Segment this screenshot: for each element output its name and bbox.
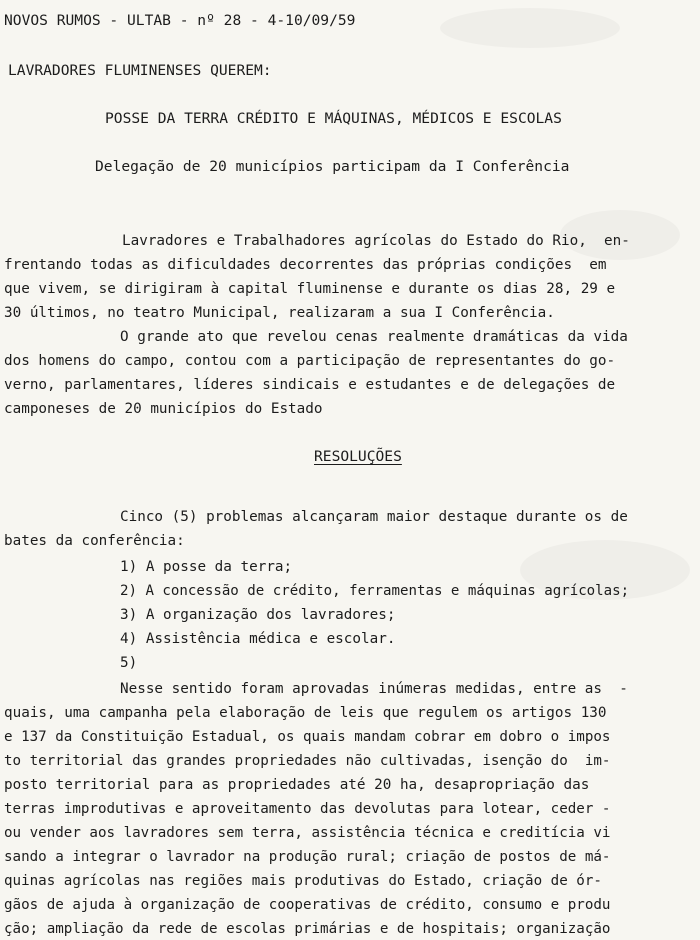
closing-line-8: sando a integrar o lavrador na produção rural; criação de postos de má- xyxy=(4,849,611,865)
list-item-2: 2) A concessão de crédito, ferramentas e máquinas agrícolas; xyxy=(120,583,630,599)
intro-line-1: Lavradores e Trabalhadores agrícolas do Estado do Rio, en- xyxy=(122,233,630,249)
closing-line-11: ção; ampliação da rede de escolas primárias e de hospitais; organização xyxy=(4,921,611,937)
resolutions-intro-1: Cinco (5) problemas alcançaram maior destaque durante os de xyxy=(120,509,628,525)
intro-line-4: 30 últimos, no teatro Municipal, realizaram a sua I Conferência. xyxy=(4,305,555,321)
closing-line-4: to territorial das grandes propriedades não cultivadas, isenção do im- xyxy=(4,753,611,769)
page-subtitle: Delegação de 20 municípios participam da I Conferência xyxy=(95,158,570,175)
closing-line-1: Nesse sentido foram aprovadas inúmeras medidas, entre as - xyxy=(120,681,628,697)
list-item-1: 1) A posse da terra; xyxy=(120,559,293,575)
closing-line-2: quais, uma campanha pela elaboração de leis que regulem os artigos 130 xyxy=(4,705,607,721)
header-line: NOVOS RUMOS - ULTAB - nº 28 - 4-10/09/59 xyxy=(4,12,356,29)
closing-line-3: e 137 da Constituição Estadual, os quais mandam cobrar em dobro o impos xyxy=(4,729,611,745)
closing-line-7: ou vender aos lavradores sem terra, assistência técnica e creditícia vi xyxy=(4,825,611,841)
list-item-3: 3) A organização dos lavradores; xyxy=(120,607,396,623)
resolutions-intro-2: bates da conferência: xyxy=(4,533,185,549)
closing-line-6: terras improdutivas e aproveitamento das devolutas para lotear, ceder - xyxy=(4,801,611,817)
intro-line-3: que vivem, se dirigiram à capital fluminense e durante os dias 28, 29 e xyxy=(4,281,616,297)
intro-line-7: verno, parlamentares, líderes sindicais e estudantes e de delegações de xyxy=(4,377,616,393)
intro-line-5: O grande ato que revelou cenas realmente dramáticas da vida xyxy=(120,329,628,345)
intro-line-6: dos homens do campo, contou com a participação de representantes do go- xyxy=(4,353,616,369)
closing-line-5: posto territorial para as propriedades até 20 ha, desapropriação das xyxy=(4,777,590,793)
page-title: POSSE DA TERRA CRÉDITO E MÁQUINAS, MÉDICOS E ESCOLAS xyxy=(105,110,562,127)
subheading: LAVRADORES FLUMINENSES QUEREM: xyxy=(8,62,272,79)
intro-line-2: frentando todas as dificuldades decorrentes das próprias condições em xyxy=(4,257,607,273)
list-item-4: 4) Assistência médica e escolar. xyxy=(120,631,396,647)
closing-line-10: gãos de ajuda à organização de cooperativas de crédito, consumo e produ xyxy=(4,897,611,913)
intro-line-8: camponeses de 20 municípios do Estado xyxy=(4,401,323,417)
section-heading: RESOLUÇÕES xyxy=(314,448,402,465)
closing-line-9: quinas agrícolas nas regiões mais produtivas do Estado, criação de ór- xyxy=(4,873,602,889)
list-item-5: 5) xyxy=(120,655,138,671)
